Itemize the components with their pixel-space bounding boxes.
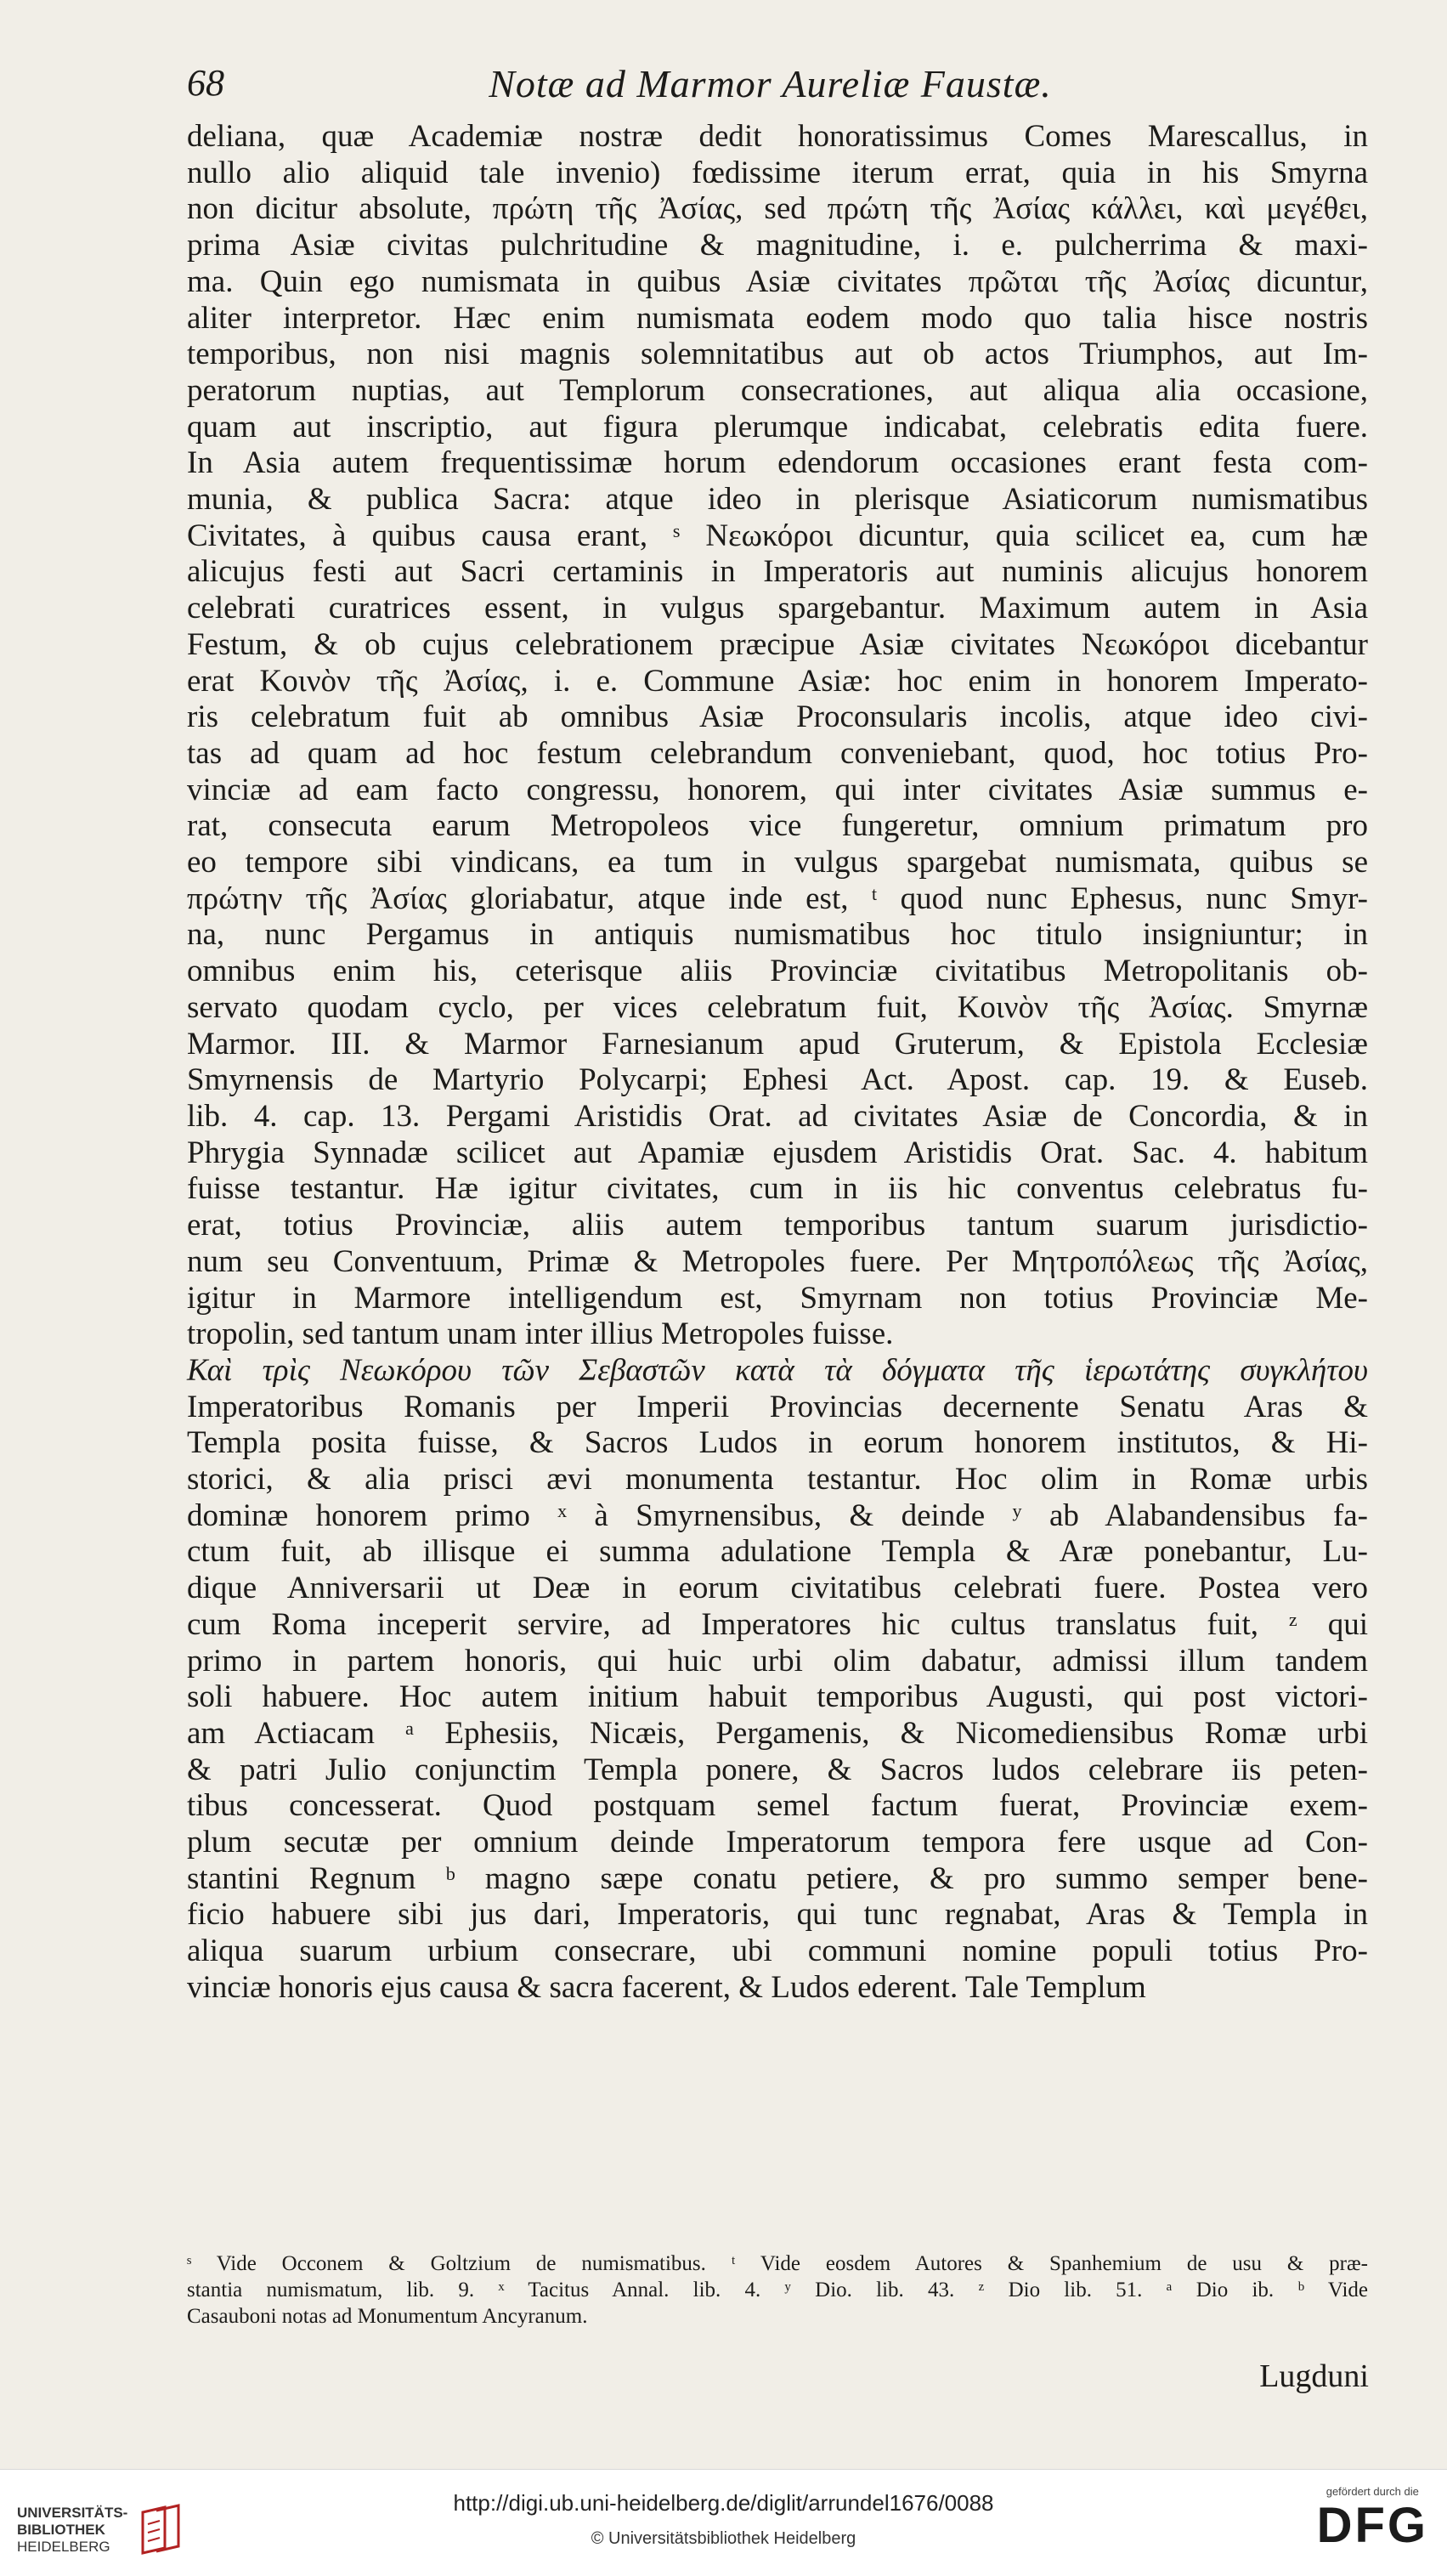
text-line: tas ad quam ad hoc festum celebrandum conveniebant, quod, hoc totius Pro- (187, 735, 1368, 771)
text-line: non dicitur absolute, πρώτη τῆς Ἀσίας, sed πρώτη τῆς Ἀσίας κάλλει, καὶ μεγέθει, (187, 191, 1368, 227)
text-line: aliqua suarum urbium consecrare, ubi communi nomine populi totius Pro- (187, 1933, 1368, 1969)
text-line: rat, consecuta earum Metropoleos vice fungeretur, omnium primatum pro (187, 808, 1368, 844)
text-line: soli habuere. Hoc autem initium habuit temporibus Augusti, qui post victori- (187, 1679, 1368, 1715)
text-line: Templa posita fuisse, & Sacros Ludos in eorum honorem institutos, & Hi- (187, 1425, 1368, 1461)
text-line: fuisse testantur. Hæ igitur civitates, cum in iis hic conventus celebratus fu- (187, 1171, 1368, 1207)
text-line: πρώτην τῆς Ἀσίας gloriabatur, atque inde est, ᵗ quod nunc Ephesus, nunc Smyr- (187, 880, 1368, 916)
text-line: eo tempore sibi vindicans, ea tum in vulgus spargebat numismata, quibus se (187, 845, 1368, 880)
text-line: vinciæ ad eam facto congressu, honorem, qui inter civitates Asiæ summus e- (187, 772, 1368, 807)
text-line: aliter interpretor. Hæc enim numismata eodem modo quo talia hisce nostris (187, 300, 1368, 336)
text-line: erat Κοινὸν τῆς Ἀσίας, i. e. Commune Asiæ: hoc enim in honorem Imperato- (187, 663, 1368, 699)
text-line: nullo alio aliquid tale invenio) fœdissime iterum errat, quia in his Smyrna (187, 155, 1368, 190)
text-line: munia, & publica Sacra: atque ideo in plerisque Asiaticorum numismatibus (187, 482, 1368, 518)
viewer-footer (0, 2469, 1447, 2576)
text-line: prima Asiæ civitas pulchritudine & magnitudine, i. e. pulcherrima & maxi- (187, 228, 1368, 263)
page-header (187, 61, 1354, 116)
text-line: deliana, quæ Academiæ nostræ dedit honoratissimus Comes Marescallus, in (187, 119, 1368, 154)
text-line: celebrati curatrices essent, in vulgus spargebantur. Maximum autem in Asia (187, 591, 1368, 626)
text-line: storici, & alia prisci ævi monumenta testantur. Hoc olim in Romæ urbis (187, 1462, 1368, 1497)
footnote-line: stantia numismatum, lib. 9. ˣ Tacitus Annal. lib. 4. ʸ Dio. lib. 43. ᶻ Dio lib. 51. ᵃ Dio ib. ᵇ Vide (187, 2279, 1368, 2301)
copyright-notice: © Universitätsbibliothek Heidelberg (591, 2529, 856, 2548)
text-line: ma. Quin ego numismata in quibus Asiæ civitates πρῶται τῆς Ἀσίας dicuntur, (187, 263, 1368, 299)
text-line: igitur in Marmore intelligendum est, Smyrnam non totius Provinciæ Me- (187, 1280, 1368, 1316)
funding-text: gefördert durch die (1325, 2485, 1419, 2498)
text-line: Smyrnensis de Martyrio Polycarpi; Ephesi Act. Apost. cap. 19. & Euseb. (187, 1062, 1368, 1098)
footnotes (187, 2250, 1368, 2330)
footnote-line: Casauboni notas ad Monumentum Ancyranum. (187, 2305, 588, 2328)
text-line: omnibus enim his, ceterisque aliis Provinciæ civitatibus Metropolitanis ob- (187, 954, 1368, 989)
text-line: na, nunc Pergamus in antiquis numismatibus hoc titulo insigniuntur; in (187, 917, 1368, 953)
text-line: erat, totius Provinciæ, aliis autem temporibus tantum suarum jurisdictio- (187, 1208, 1368, 1243)
text-line: am Actiacam ᵃ Ephesiis, Nicæis, Pergamenis, & Nicomediensibus Romæ urbi (187, 1715, 1368, 1751)
text-line: In Asia autem frequentissimæ horum edendorum occasiones erant festa com- (187, 445, 1368, 481)
text-line: dique Anniversarii ut Deæ in eorum civitatibus celebrati fuere. Postea vero (187, 1571, 1368, 1606)
text-line: primo in partem honoris, qui huic urbi olim dabatur, admissi illum tandem (187, 1643, 1368, 1679)
text-line: dominæ honorem primo ˣ à Smyrnensibus, & deinde ʸ ab Alabandensibus fa- (187, 1497, 1368, 1533)
dfg-funding-logo[interactable] (1317, 2485, 1428, 2551)
catchword: Lugduni (1259, 2358, 1369, 2394)
library-name-line: UNIVERSITÄTS- (17, 2505, 128, 2521)
text-line: Marmor. III. & Marmor Farnesianum apud Gruterum, & Epistola Ecclesiæ (187, 1026, 1368, 1062)
text-line: ris celebratum fuit ab omnibus Asiæ Proconsularis incolis, atque ideo civi- (187, 699, 1368, 735)
text-line: cum Roma inceperit servire, ad Imperatores hic cultus translatus fuit, ᶻ qui (187, 1606, 1368, 1642)
text-line: Festum, & ob cujus celebrationem præcipue Asiæ civitates Νεωκόροι dicebantur (187, 626, 1368, 662)
text-line: plum secutæ per omnium deinde Imperatorum tempora fere usque ad Con- (187, 1825, 1368, 1860)
text-line: servato quodam cyclo, per vices celebratum fuit, Κοινὸν τῆς Ἀσίας. Smyrnæ (187, 989, 1368, 1025)
text-line: tibus concesserat. Quod postquam semel factum fuerat, Provinciæ exem- (187, 1788, 1368, 1824)
library-name-line: BIBLIOTHEK (17, 2522, 105, 2538)
text-line: alicujus festi aut Sacri certaminis in Imperatoris aut numinis alicujus honorem (187, 554, 1368, 590)
text-line: temporibus, non nisi magnis solemnitatibus aut ob actos Triumphos, aut Im- (187, 337, 1368, 372)
inscription-heading: Καὶ τρὶς Νεωκόρου τῶν Σεβαστῶν κατὰ τὰ δόγματα τῆς ἱερωτάτης συγκλήτου (187, 1352, 1368, 1388)
running-title: Notæ ad Marmor Aureliæ Faustæ. (489, 62, 1052, 105)
permalink-url[interactable]: http://digi.ub.uni-heidelberg.de/diglit/arrundel1676/0088 (453, 2490, 994, 2516)
text-line: ctum fuit, ab illisque ei summa adulatione Templa & Aræ ponebantur, Lu- (187, 1534, 1368, 1570)
text-line: quam aut inscriptio, aut figura plerumque indicabat, celebratis edita fuere. (187, 409, 1368, 444)
text-line: lib. 4. cap. 13. Pergami Aristidis Orat. ad civitates Asiæ de Concordia, & in (187, 1098, 1368, 1134)
text-line: num seu Conventuum, Primæ & Metropoles fuere. Per Μητροπόλεως τῆς Ἀσίας, (187, 1243, 1368, 1279)
text-line: Civitates, à quibus causa erant, ˢ Νεωκόροι dicuntur, quia scilicet ea, cum hæ (187, 518, 1368, 553)
text-line: vinciæ honoris ejus causa & sacra facerent, & Ludos ederent. Tale Templum (187, 1969, 1146, 2005)
text-line: stantini Regnum ᵇ magno sæpe conatu petiere, & pro summo semper bene- (187, 1860, 1368, 1896)
text-line: tropolin, sed tantum unam inter illius Metropoles fuisse. (187, 1316, 894, 1352)
text-line: Imperatoribus Romanis per Imperii Provincias decernente Senatu Aras & (187, 1389, 1368, 1424)
text-line: ficio habuere sibi jus dari, Imperatoris, qui tunc regnabat, Aras & Templa in (187, 1897, 1368, 1933)
text-line: & patri Julio conjunctim Templa ponere, & Sacros ludos celebrare iis peten- (187, 1752, 1368, 1787)
text-line: Phrygia Synnadæ scilicet aut Apamiæ ejusdem Aristidis Orat. Sac. 4. habitum (187, 1135, 1368, 1170)
footnote-line: ˢ Vide Occonem & Goltzium de numismatibus. ᵗ Vide eosdem Autores & Spanhemium de usu & præ- (187, 2252, 1368, 2275)
library-name-line: HEIDELBERG (17, 2539, 110, 2555)
dfg-logo: DFG (1316, 2498, 1428, 2553)
body-text (187, 119, 1368, 2007)
page-number: 68 (187, 62, 224, 104)
text-line: peratorum nuptias, aut Templorum consecrationes, aut aliqua alia occasione, (187, 372, 1368, 408)
